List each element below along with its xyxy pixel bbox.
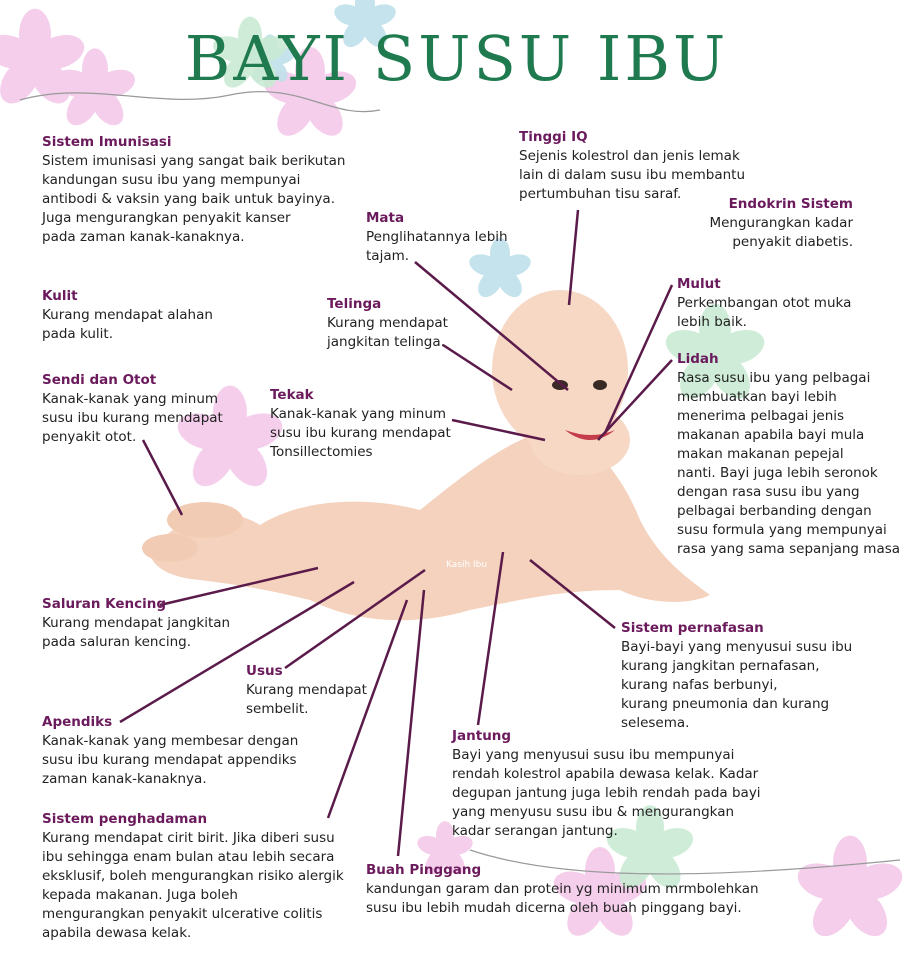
section-body: Rasa susu ibu yang pelbagai membuatkan bayi lebih menerima pelbagai jenis makanan apabila bayi mula makan makanan pepejal nanti. Bayi juga lebih seronok dengan rasa susu ibu yang pelbagai berbanding dengan susu formula yang mempunyai rasa yang sama sepanjang masa (677, 370, 901, 557)
section-heading: Apendiks (42, 714, 113, 730)
section-heading: Sistem pernafasan (621, 620, 764, 636)
section-sistem-imunisasi (42, 133, 382, 247)
section-endokrin-sistem (680, 195, 853, 252)
section-heading: Sendi dan Otot (42, 372, 157, 388)
section-body: Penglihatannya lebih tajam. (366, 229, 508, 264)
section-body: Kanak-kanak yang minum susu ibu kurang mendapat penyakit otot. (42, 391, 223, 445)
section-body: Sistem imunisasi yang sangat baik berikutan kandungan susu ibu yang mempunyai antibodi & vaksin yang baik untuk bayinya. Juga mengurangkan penyakit kanser pada zaman kanak-kanaknya. (42, 153, 346, 245)
connector-lidah (598, 360, 672, 440)
section-mulut (677, 275, 887, 332)
section-heading: Kulit (42, 288, 78, 304)
connector-mulut (605, 285, 672, 433)
section-body: Kurang mendapat cirit birit. Jika diberi susu ibu sehingga enam bulan atau lebih secara eksklusif, boleh mengurangkan risiko alergik kepada makanan. Juga boleh mengurangkan penyakit ulcerative colitis apabila dewasa kelak. (42, 830, 344, 941)
section-heading: Telinga (327, 296, 382, 312)
section-body: kandungan garam dan protein yg minimum mrmbolehkan susu ibu lebih mudah dicerna oleh buah pinggang bayi. (366, 881, 759, 916)
section-mata (366, 209, 536, 266)
section-saluran-kencing (42, 595, 262, 652)
section-body: Kurang mendapat jangkitan telinga. (327, 315, 448, 350)
section-heading: Tekak (270, 387, 314, 403)
section-sendi-dan-otot (42, 371, 242, 447)
section-apendiks (42, 713, 342, 789)
section-jantung (452, 727, 792, 841)
section-heading: Jantung (452, 728, 512, 744)
section-heading: Mulut (677, 276, 721, 292)
connector-jantung (478, 552, 503, 725)
section-body: Sejenis kolestrol dan jenis lemak lain di dalam susu ibu membantu pertumbuhan tisu saraf. (519, 148, 746, 202)
section-heading: Buah Pinggang (366, 862, 482, 878)
section-body: Kurang mendapat jangkitan pada saluran kencing. (42, 615, 231, 650)
connector-usus (285, 570, 425, 668)
section-body: Kanak-kanak yang minum susu ibu kurang mendapat Tonsillectomies (270, 406, 451, 460)
section-tekak (270, 386, 470, 462)
section-tinggi-iq (519, 128, 779, 204)
section-body: Mengurangkan kadar penyakit diabetis. (709, 215, 853, 250)
section-heading: Endokrin Sistem (728, 196, 853, 212)
section-sistem-penghadaman (42, 810, 362, 943)
connector-sendi (143, 440, 182, 515)
connector-tinggi-iq (569, 210, 578, 305)
section-body: Perkembangan otot muka lebih baik. (677, 295, 852, 330)
section-body: Kurang mendapat alahan pada kulit. (42, 307, 213, 342)
connector-buah-pinggang (398, 590, 424, 856)
section-body: Bayi yang menyusui susu ibu mempunyai rendah kolestrol apabila dewasa kelak. Kadar degupan jantung juga lebih rendah pada bayi yang menyusu susu ibu & mengurangkan kadar serangan jantung. (452, 747, 761, 839)
section-heading: Usus (246, 663, 283, 679)
section-body: Kurang mendapat sembelit. (246, 682, 367, 717)
section-heading: Sistem penghadaman (42, 811, 208, 827)
watermark-text: Kasih Ibu (446, 560, 488, 570)
connector-pernafasan (530, 560, 615, 628)
page-title: BAYI SUSU IBU (184, 22, 729, 95)
section-lidah (677, 350, 907, 559)
section-body: Bayi-bayi yang menyusui susu ibu kurang jangkitan pernafasan, kurang nafas berbunyi, kurang pneumonia dan kurang selesema. (621, 639, 853, 731)
section-heading: Saluran Kencing (42, 596, 167, 612)
section-usus (246, 662, 386, 719)
section-kulit (42, 287, 242, 344)
section-heading: Lidah (677, 351, 719, 367)
section-sistem-pernafasan (621, 619, 881, 733)
section-heading: Sistem Imunisasi (42, 134, 172, 150)
section-telinga (327, 295, 487, 352)
section-heading: Tinggi IQ (519, 129, 588, 145)
section-body: Kanak-kanak yang membesar dengan susu ibu kurang mendapat appendiks zaman kanak-kanaknya. (42, 733, 299, 787)
section-heading: Mata (366, 210, 405, 226)
section-buah-pinggang (366, 861, 786, 918)
